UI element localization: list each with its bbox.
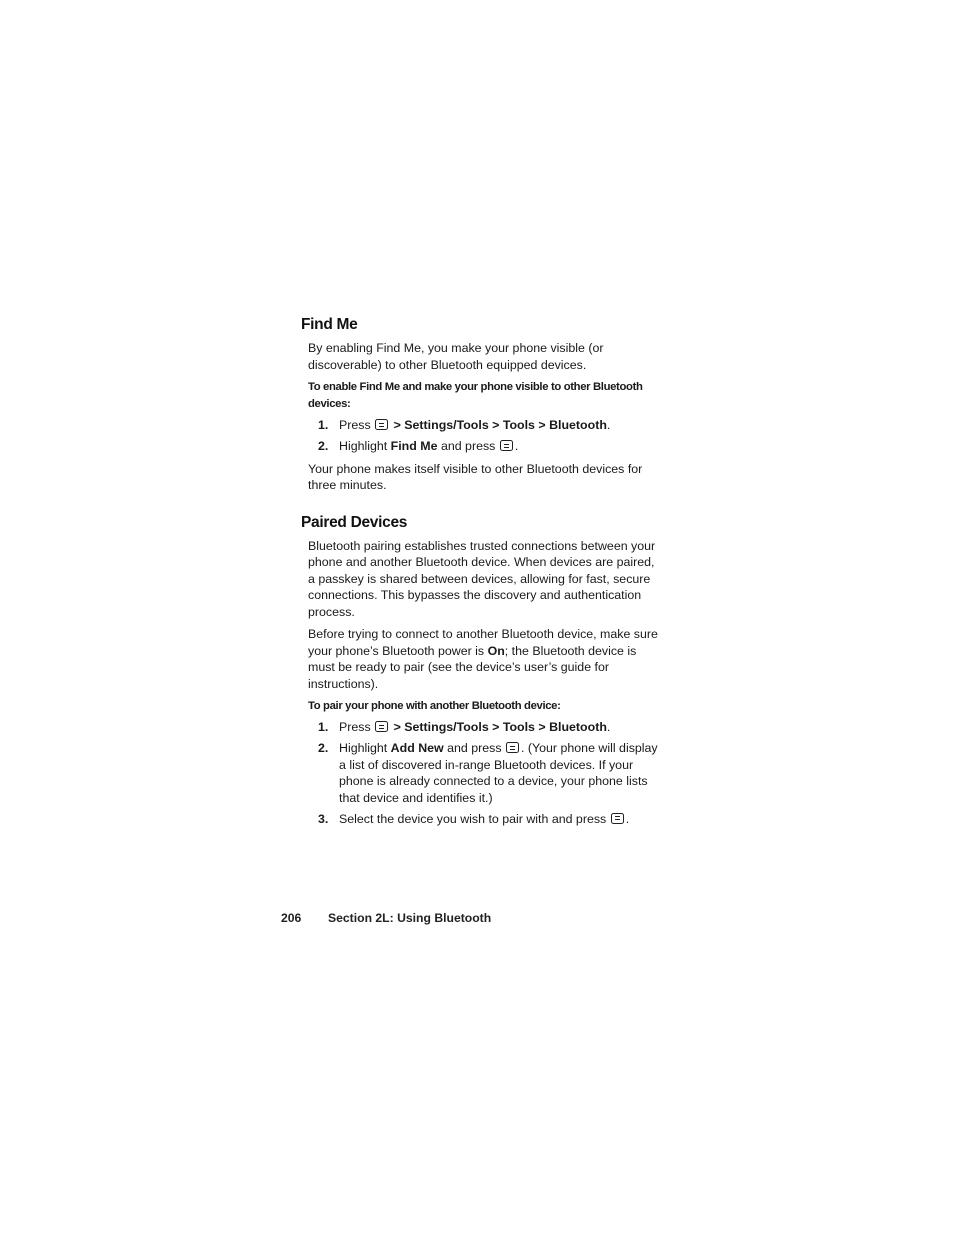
step-number: 2.	[318, 439, 329, 453]
step-text: Highlight	[339, 741, 388, 755]
paired-step-2	[308, 740, 660, 806]
step-number: 3.	[318, 811, 329, 826]
section-title: Section 2L: Using Bluetooth	[328, 911, 492, 925]
heading-find-me: Find Me	[301, 316, 358, 333]
paired-before-text: Before trying to connect to another Bluetooth device, make sure your phone’s Bluetooth power is	[308, 627, 658, 658]
step-text: and press	[447, 741, 502, 755]
menu-ok-key-icon	[375, 721, 388, 732]
step-suffix: .	[514, 439, 519, 453]
paired-step-1	[308, 719, 660, 736]
menu-item: Add New	[390, 741, 444, 755]
step-text: and press	[440, 439, 496, 453]
menu-ok-key-icon	[375, 419, 388, 430]
step-suffix: .	[606, 418, 611, 432]
paired-before-text: ; the Bluetooth device is must be ready to pair (see the device’s user’s guide for instructions).	[308, 643, 637, 691]
page-footer	[281, 911, 491, 925]
step-suffix: .	[625, 811, 630, 826]
paired-before	[308, 626, 660, 692]
menu-item: Find Me	[390, 439, 438, 453]
step-number: 1.	[318, 720, 329, 734]
find-me-result: Your phone makes itself visible to other Bluetooth devices for three minutes.	[308, 461, 643, 492]
menu-path: > Settings/Tools > Tools > Bluetooth	[393, 720, 607, 734]
step-text: Press	[339, 720, 371, 734]
paired-step-3	[308, 811, 660, 828]
menu-path: > Settings/Tools > Tools > Bluetooth	[393, 418, 607, 432]
step-text: Highlight	[339, 439, 388, 453]
menu-ok-key-icon	[500, 440, 513, 451]
step-number: 1.	[318, 418, 329, 432]
page-number: 206	[281, 911, 302, 925]
step-text: Press	[339, 418, 371, 432]
find-me-intro: By enabling Find Me, you make your phone visible (or discoverable) to other Bluetooth equipped devices.	[308, 341, 604, 372]
paired-intro: Bluetooth pairing establishes trusted connections between your phone and another Bluetooth device. When devices are paired, a passkey is shared between devices, allowing for fast, secure connections. This bypasses the discovery and authentication process.	[308, 538, 656, 619]
step-suffix: . (Your phone will display a list of discovered in-range Bluetooth devices. If your phone is already connected to a device, your phone lists that device and identifies it.)	[339, 741, 658, 805]
menu-ok-key-icon	[506, 742, 519, 753]
power-on-value: On	[487, 643, 505, 658]
find-me-lead: To enable Find Me and make your phone visible to other Bluetooth devices:	[308, 381, 643, 410]
find-me-steps	[308, 417, 660, 455]
paired-steps	[308, 719, 660, 827]
find-me-step-2	[308, 438, 660, 455]
step-text: Select the device you wish to pair with and press	[339, 811, 607, 826]
menu-ok-key-icon	[611, 813, 624, 824]
find-me-step-1	[308, 417, 660, 434]
step-suffix: .	[606, 720, 611, 734]
page-content	[301, 316, 660, 833]
step-number: 2.	[318, 741, 329, 755]
paired-lead: To pair your phone with another Bluetooth device:	[308, 700, 561, 712]
heading-paired-devices: Paired Devices	[301, 513, 408, 531]
